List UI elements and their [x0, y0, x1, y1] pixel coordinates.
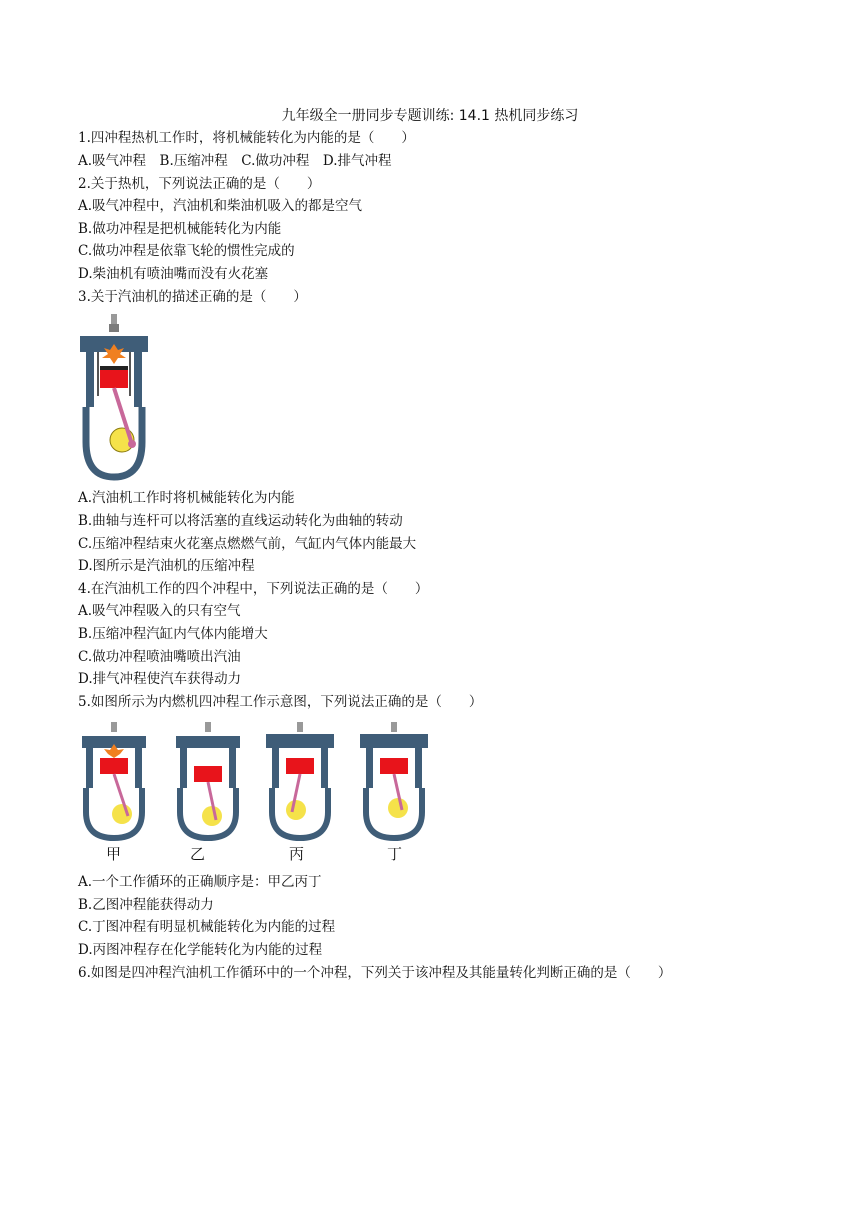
q3-option-c: C.压缩冲程结束火花塞点燃燃气前，气缸内气体内能最大: [78, 536, 417, 552]
q4-option-b: B.压缩冲程汽缸内气体内能增大: [78, 626, 268, 642]
q5-engine-ding: [358, 722, 430, 842]
engine-icon: [360, 722, 428, 838]
q3-option-d: D.图所示是汽油机的压缩冲程: [78, 558, 255, 574]
q2-stem: 2.关于热机，下列说法正确的是（ ）: [78, 176, 321, 192]
figure-label-jia: 甲: [106, 845, 122, 863]
figure-label-bing: 丙: [289, 845, 305, 863]
q2-option-b: B.做功冲程是把机械能转化为内能: [78, 221, 282, 237]
q5-option-b: B.乙图冲程能获得动力: [78, 897, 214, 913]
engine-icon: [82, 722, 146, 838]
q4-option-d: D.排气冲程使汽车获得动力: [78, 671, 242, 687]
q5-option-c: C.丁图冲程有明显机械能转化为内能的过程: [78, 919, 336, 935]
q4-option-c: C.做功冲程喷油嘴喷出汽油: [78, 649, 241, 665]
q5-engine-jia: [78, 722, 150, 842]
q3-engine-diagram: [78, 312, 150, 482]
q2-option-d: D.柴油机有喷油嘴而没有火花塞: [78, 266, 269, 282]
q2-option-a: A.吸气冲程中，汽油机和柴油机吸入的都是空气: [78, 198, 363, 214]
q1-stem: 1.四冲程热机工作时，将机械能转化为内能的是（ ）: [78, 130, 415, 146]
q5-engine-bing: [264, 722, 336, 842]
q5-engine-yi: [172, 722, 244, 842]
q5-option-a: A.一个工作循环的正确顺序是：甲乙丙丁: [78, 874, 322, 890]
q3-option-b: B.曲轴与连杆可以将活塞的直线运动转化为曲轴的转动: [78, 513, 403, 529]
q3-option-a: A.汽油机工作时将机械能转化为内能: [78, 490, 295, 506]
engine-icon: [176, 722, 240, 838]
engine-icon: [80, 314, 148, 477]
q5-option-d: D.丙图冲程存在化学能转化为内能的过程: [78, 942, 323, 958]
page-title: 九年级全一册同步专题训练: 14.1 热机同步练习: [281, 108, 579, 124]
figure-label-ding: 丁: [387, 845, 403, 863]
q4-option-a: A.吸气冲程吸入的只有空气: [78, 603, 241, 619]
q6-stem: 6.如图是四冲程汽油机工作循环中的一个冲程，下列关于该冲程及其能量转化判断正确的是（ ）: [78, 965, 672, 981]
figure-label-yi: 乙: [190, 845, 206, 863]
q2-option-c: C.做功冲程是依靠飞轮的惯性完成的: [78, 243, 295, 259]
q4-stem: 4.在汽油机工作的四个冲程中，下列说法正确的是（ ）: [78, 581, 429, 597]
q1-options: A.吸气冲程 B.压缩冲程 C.做功冲程 D.排气冲程: [78, 153, 392, 169]
engine-icon: [266, 722, 334, 838]
q5-stem: 5.如图所示为内燃机四冲程工作示意图，下列说法正确的是（ ）: [78, 694, 483, 710]
q3-stem: 3.关于汽油机的描述正确的是（ ）: [78, 289, 307, 305]
